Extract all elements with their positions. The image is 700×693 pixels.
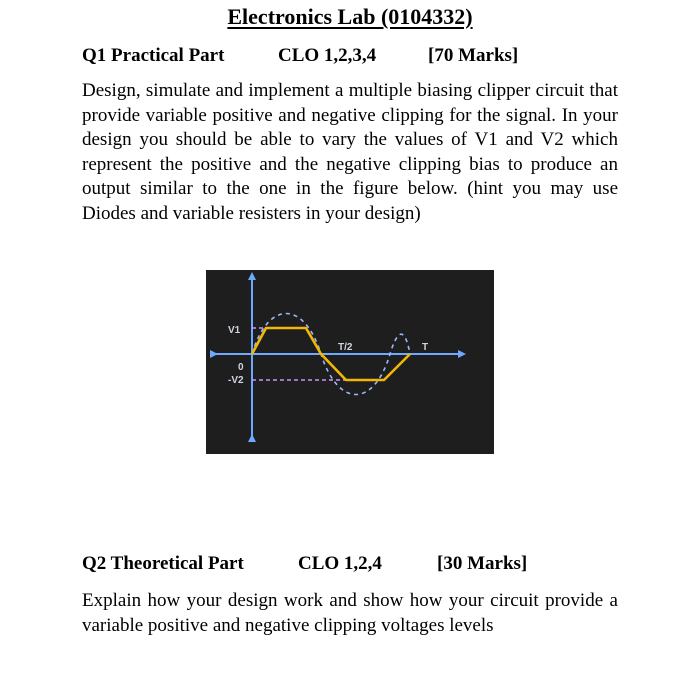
q1-body: Design, simulate and implement a multiple biasing clipper circuit that provide variable positive and negative clipping for the signal. In your design you should be able to vary the values of V1 and V2 which represent the positive and the negative clipping bias to produce an output similar to the one in the figure below. (hint you may use Diodes and variable resisters in your design)	[82, 80, 618, 224]
period-label: T	[422, 342, 429, 353]
waveform-plot	[206, 270, 494, 454]
q1-clo: CLO 1,2,3,4	[278, 45, 377, 66]
zero-label: 0	[238, 362, 244, 373]
clipper-output-figure	[206, 270, 494, 454]
q2-label: Q2 Theoretical Part	[82, 553, 244, 574]
q1-label: Q1 Practical Part	[82, 45, 225, 66]
q2-marks: [30 Marks]	[437, 553, 528, 574]
v1-label: V1	[228, 325, 241, 336]
v2-label: -V2	[228, 375, 244, 386]
q2-body: Explain how your design work and show how your circuit provide a variable positive and negative clipping voltages levels	[82, 590, 618, 636]
q2-clo: CLO 1,2,4	[298, 553, 382, 574]
half-period-label: T/2	[338, 342, 353, 353]
document-title: Electronics Lab (0104332)	[227, 4, 473, 29]
q1-marks: [70 Marks]	[428, 45, 519, 66]
